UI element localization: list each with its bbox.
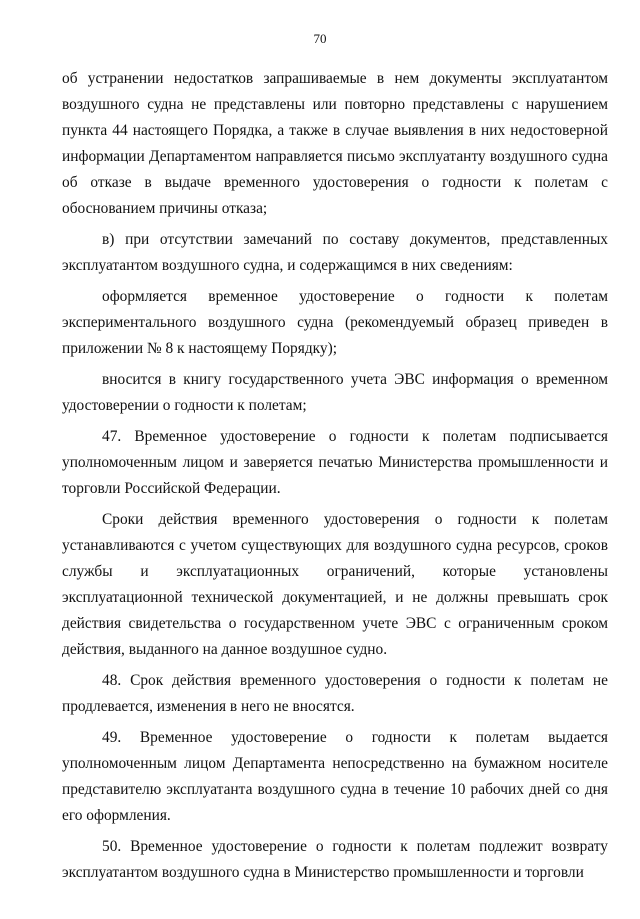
- paragraph-item-v: в) при отсутствии замечаний по составу документов, представленных эксплуатантом воздушного судна, и содержащимся в них сведениям:: [62, 231, 608, 274]
- paragraph-clause-49: 49. Временное удостоверение о годности к полетам выдается уполномоченным лицом Департамента непосредственно на бумажном носителе представителю эксплуатанта воздушного судна в течение 10 рабочих дней со дня его оформления.: [62, 729, 608, 824]
- paragraph-clause-47: 47. Временное удостоверение о годности к полетам подписывается уполномоченным лицом и заверяется печатью Министерства промышленности и торговли Российской Федерации.: [62, 428, 608, 497]
- paragraph-clause-50: 50. Временное удостоверение о годности к полетам подлежит возврату эксплуатантом воздушного судна в Министерство промышленности и торговли: [62, 838, 608, 881]
- document-body: [62, 66, 608, 891]
- paragraph-refusal-continuation: об устранении недостатков запрашиваемые в нем документы эксплуатантом воздушного судна не представлены или повторно представлены с нарушением пункта 44 настоящего Порядка, а также в случае выявления в них недостоверной информации Департаментом направляется письмо эксплуатанту воздушного судна об отказе в выдаче временного удостоверения о годности к полетам с обоснованием причины отказа;: [62, 70, 608, 217]
- paragraph-register-entry: вносится в книгу государственного учета ЭВС информация о временном удостоверении о годности к полетам;: [62, 371, 608, 414]
- page-number: 70: [313, 31, 327, 46]
- paragraph-clause-48: 48. Срок действия временного удостоверения о годности к полетам не продлевается, изменения в него не вносятся.: [62, 672, 608, 715]
- paragraph-issue-certificate: оформляется временное удостоверение о годности к полетам экспериментального воздушного судна (рекомендуемый образец приведен в приложении № 8 к настоящему Порядку);: [62, 288, 608, 357]
- paragraph-validity-terms: Сроки действия временного удостоверения о годности к полетам устанавливаются с учетом существующих для воздушного судна ресурсов, сроков службы и эксплуатационных ограничений, которые установлены эксплуатационной технической документацией, и не должны превышать срок действия свидетельства о государственном учете ЭВС с ограниченным сроком действия, выданного на данное воздушное судно.: [62, 511, 608, 658]
